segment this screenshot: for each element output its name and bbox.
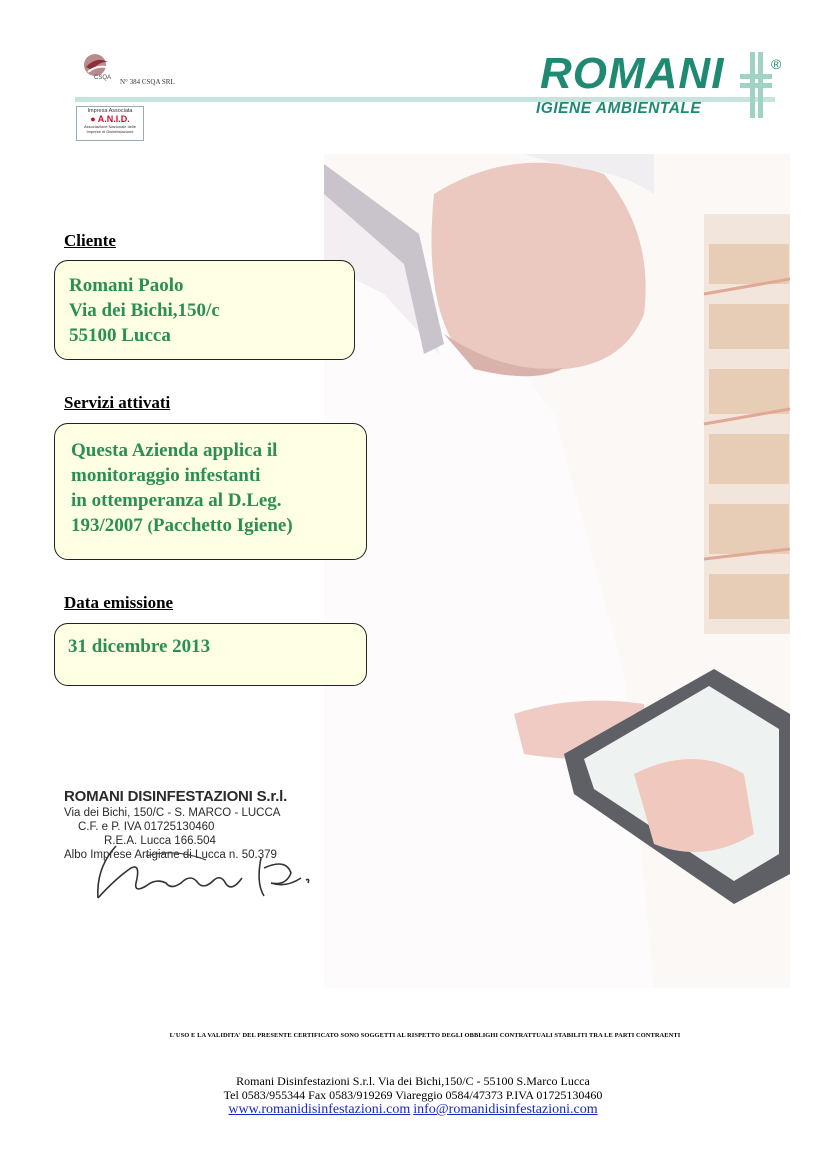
cliente-name: Romani Paolo <box>69 275 184 296</box>
data-box <box>54 623 367 686</box>
stamp-address: Via dei Bichi, 150/C - S. MARCO - LUCCA <box>64 807 281 819</box>
cliente-city: 55100 Lucca <box>69 325 171 346</box>
footer-address: Romani Disinfestazioni S.r.l. Via dei Bichi,150/C - 55100 S.Marco Lucca <box>236 1074 590 1088</box>
cliente-heading: Cliente <box>64 231 116 250</box>
footer-contacts: Tel 0583/955344 Fax 0583/919269 Viareggio 0584/47373 P.IVA 01725130460 <box>223 1088 603 1102</box>
anid-line1: Impresa Associata <box>87 108 133 114</box>
servizi-heading: Servizi attivati <box>64 393 171 412</box>
website-link[interactable]: www.romanidisinfestazioni.com <box>228 1102 411 1117</box>
brand-name: ROMANI <box>540 49 725 98</box>
handwritten-signature <box>86 838 316 910</box>
servizi-line4 <box>71 513 366 539</box>
servizi-line4-text: Pacchetto Igiene) <box>152 515 293 536</box>
stamp-vat: C.F. e P. IVA 01725130460 <box>78 821 215 833</box>
certificate-number: N° 384 CSQA SRL <box>120 78 175 86</box>
csqa-logo-label: CSQA <box>94 75 112 81</box>
data-heading: Data emissione <box>64 593 174 612</box>
servizi-line4-number: 193/2007 <box>71 515 148 536</box>
anid-badge <box>76 106 144 141</box>
anid-line2: ● A.N.I.D. <box>90 114 130 124</box>
servizi-line2: monitoraggio infestanti <box>71 465 261 486</box>
data-value: 31 dicembre 2013 <box>68 636 211 657</box>
registered-mark: ® <box>771 56 782 72</box>
brand-subtitle: IGIENE AMBIENTALE <box>536 100 702 117</box>
romani-logo <box>536 49 790 122</box>
cliente-address: Via dei Bichi,150/c <box>69 300 220 321</box>
disclaimer-text: L'USO E LA VALIDITA' DEL PRESENTE CERTIFICATO SONO SOGGETTI AL RISPETTO DEGLI OBBLIGHI CONTRATTUALI STABILITI TRA LE PARTI CONTRAENTI <box>169 1032 681 1039</box>
footer-links <box>150 1102 676 1117</box>
stamp-company: ROMANI DISINFESTAZIONI S.r.l. <box>64 788 288 805</box>
stamp-rea: R.E.A. Lucca 166.504 <box>104 835 216 847</box>
servizi-line4-paren: ( <box>147 518 153 535</box>
servizi-box <box>54 423 367 560</box>
anid-line3: Associazione Nazionale delle Imprese di Disinfestazione <box>83 124 137 134</box>
worker-with-tablet-photo <box>324 154 790 988</box>
cliente-box <box>54 260 355 360</box>
email-link[interactable]: info@romanidisinfestazioni.com <box>413 1102 598 1117</box>
servizi-line3: in ottemperanza al D.Leg. <box>71 490 282 511</box>
servizi-line1: Questa Azienda applica il <box>71 440 278 461</box>
plus-cross-icon <box>740 52 772 118</box>
stamp-albo: Albo Imprese Artigiane di Lucca n. 50.379 <box>64 849 277 861</box>
